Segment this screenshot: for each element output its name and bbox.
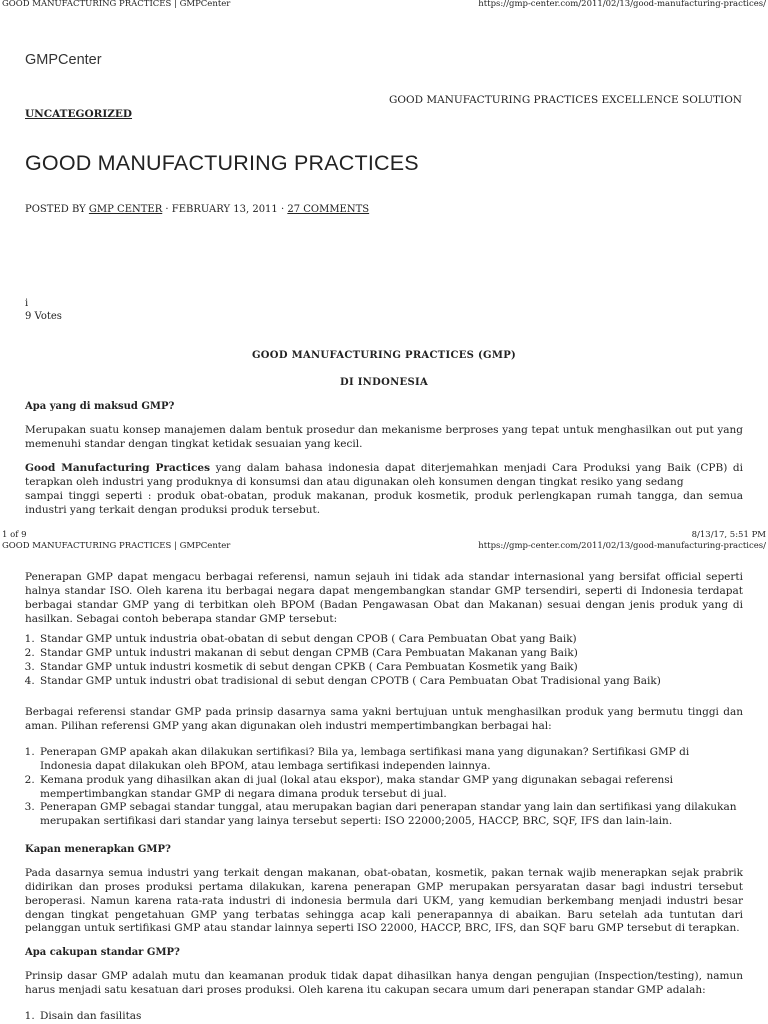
considerations-list [25, 746, 743, 829]
posted-by-label: POSTED BY [25, 204, 86, 215]
paragraph: Prinsip dasar GMP adalah mutu dan keamanan produk tidak dapat dihasilkan hanya dengan pengujian (Inspection/testing), namun harus menjadi satu kesatuan dari proses produksi. Oleh karena itu cakupan secara umum dari penerapan standar GMP adalah: [25, 970, 743, 996]
comments-link[interactable]: 27 COMMENTS [287, 204, 370, 215]
list-item: 2. Standar GMP untuk industri makanan di sebut dengan CPMB (Cara Pembuatan Makanan yang Baik) [38, 647, 743, 661]
rating-icon: i [25, 298, 29, 309]
post-date: · FEBRUARY 13, 2011 · [162, 204, 288, 215]
post-meta [25, 203, 369, 216]
paragraph-text: sampai tinggi seperti : produk obat-obatan, produk makanan, produk kosmetik, produk perlengkapan rumah tangga, dan semua industri yang terkait dengan produksi produk tersebut. [25, 489, 743, 516]
article-heading: GOOD MANUFACTURING PRACTICES (GMP) [251, 350, 517, 361]
paragraph-text: yang dalam bahasa indonesia dapat diterjemahkan menjadi Cara Produksi yang Baik (CPB) di terapkan oleh industri yang produknya di konsumsi dan atau digunakan oleh konsumen dengan tingkat resiko yang sedang [25, 462, 743, 488]
site-tagline: GOOD MANUFACTURING PRACTICES EXCELLENCE SOLUTION [389, 94, 742, 106]
question-heading: Apa yang di maksud GMP? [25, 401, 175, 412]
question-heading: Apa cakupan standar GMP? [25, 947, 180, 958]
category-link[interactable]: UNCATEGORIZED [25, 108, 133, 120]
paragraph: Penerapan GMP dapat mengacu berbagai referensi, namun sejauh ini tidak ada standar internasional yang bersifat official seperti halnya standar ISO. Oleh karena itu berbagai negara dapat mengembangkan standar GMP tersendiri, seperti di Indonesia terdapat berbagai standar GMP yang di terbitkan oleh BPOM (Badan Pengawasan Obat dan Makanan) sesuai dengan jenis produk yang di hasilkan. Sebagai contoh beberapa standar GMP tersebut: [25, 571, 743, 625]
page-title: GOOD MANUFACTURING PRACTICES [25, 151, 419, 175]
list-item: 2. Kemana produk yang dihasilkan akan di jual (lokal atau ekspor), maka standar GMP yang digunakan sebagai referensi mempertimbangkan standar GMP di negara dimana produk tersebut di jual. [38, 774, 743, 802]
print-header-title: GOOD MANUFACTURING PRACTICES | GMPCenter [2, 0, 231, 9]
print-header-title: GOOD MANUFACTURING PRACTICES | GMPCenter [2, 541, 231, 551]
print-footer-date: 8/13/17, 5:51 PM [691, 530, 766, 540]
article-subheading: DI INDONESIA [339, 377, 429, 388]
print-header-url: https://gmp-center.com/2011/02/13/good-manufacturing-practices/ [478, 541, 766, 551]
list-item: 1. Penerapan GMP apakah akan dilakukan sertifikasi? Bila ya, lembaga sertifikasi mana yang digunakan? Sertifikasi GMP di Indonesia dapat dilakukan oleh BPOM, atau lembaga sertifikasi independen lainnya. [38, 746, 743, 774]
rating-block [25, 298, 62, 323]
print-header-url: https://gmp-center.com/2011/02/13/good-manufacturing-practices/ [478, 0, 766, 9]
scope-list [25, 1010, 743, 1024]
gmp-standards-list [25, 633, 743, 688]
list-item: 3. Penerapan GMP sebagai standar tunggal, atau merupakan bagian dari penerapan standar yang lain dan sertifikasi yang dilakukan merupakan sertifikasi dari standar yang lainya tersebut seperti: ISO 22000;2005, HACCP, BRC, SQF, IFS dan lain-lain. [38, 801, 743, 829]
vote-count: 9 Votes [25, 310, 62, 322]
paragraph [25, 462, 743, 517]
author-link[interactable]: GMP CENTER [88, 204, 163, 215]
gmp-term: Good Manufacturing Practices [25, 462, 210, 474]
paragraph: Pada dasarnya semua industri yang terkait dengan makanan, obat-obatan, kosmetik, pakan ternak wajib menerapkan sejak prabrik didirikan dan proses produksi pertama dilakukan, karena penerapan GMP merupakan persyaratan dasar bagi industri tersebut beroperasi. Namun karena rata-rata industri di indonesia bermula dari UKM, yang kemudian berkembang menjadi industri besar dengan tingkat pengetahuan GMP yang terbatas sehingga acap kali penerapannya di abaikan. Baru setelah ada tuntutan dari pelanggan untuk sertifikasi GMP atau standar lainnya seperti ISO 22000, HACCP, BRC, IFS, dan SQF baru GMP tersebut di terapkan. [25, 867, 743, 935]
list-item: 4. Standar GMP untuk industri obat tradisional di sebut dengan CPOTB ( Cara Pembuatan Obat Tradisional yang Baik) [38, 675, 743, 689]
list-item: 1. Standar GMP untuk industria obat-obatan di sebut dengan CPOB ( Cara Pembuatan Obat yang Baik) [38, 633, 743, 647]
question-heading: Kapan menerapkan GMP? [25, 844, 171, 855]
paragraph: Merupakan suatu konsep manajemen dalam bentuk prosedur dan mekanisme berproses yang tepat untuk menghasilkan out put yang memenuhi standar dengan tingkat ketidak sesuaian yang kecil. [25, 424, 743, 450]
paragraph: Berbagai referensi standar GMP pada prinsip dasarnya sama yakni bertujuan untuk menghasilkan produk yang bermutu tinggi dan aman. Pilihan referensi GMP yang akan digunakan oleh industri mempertimbangkan berbagai hal: [25, 706, 743, 732]
site-name[interactable]: GMPCenter [25, 52, 102, 68]
print-footer-page: 1 of 9 [2, 530, 27, 540]
list-item: 3. Standar GMP untuk industri kosmetik di sebut dengan CPKB ( Cara Pembuatan Kosmetik yang Baik) [38, 661, 743, 675]
list-item: 1. Disain dan fasilitas [38, 1010, 743, 1024]
